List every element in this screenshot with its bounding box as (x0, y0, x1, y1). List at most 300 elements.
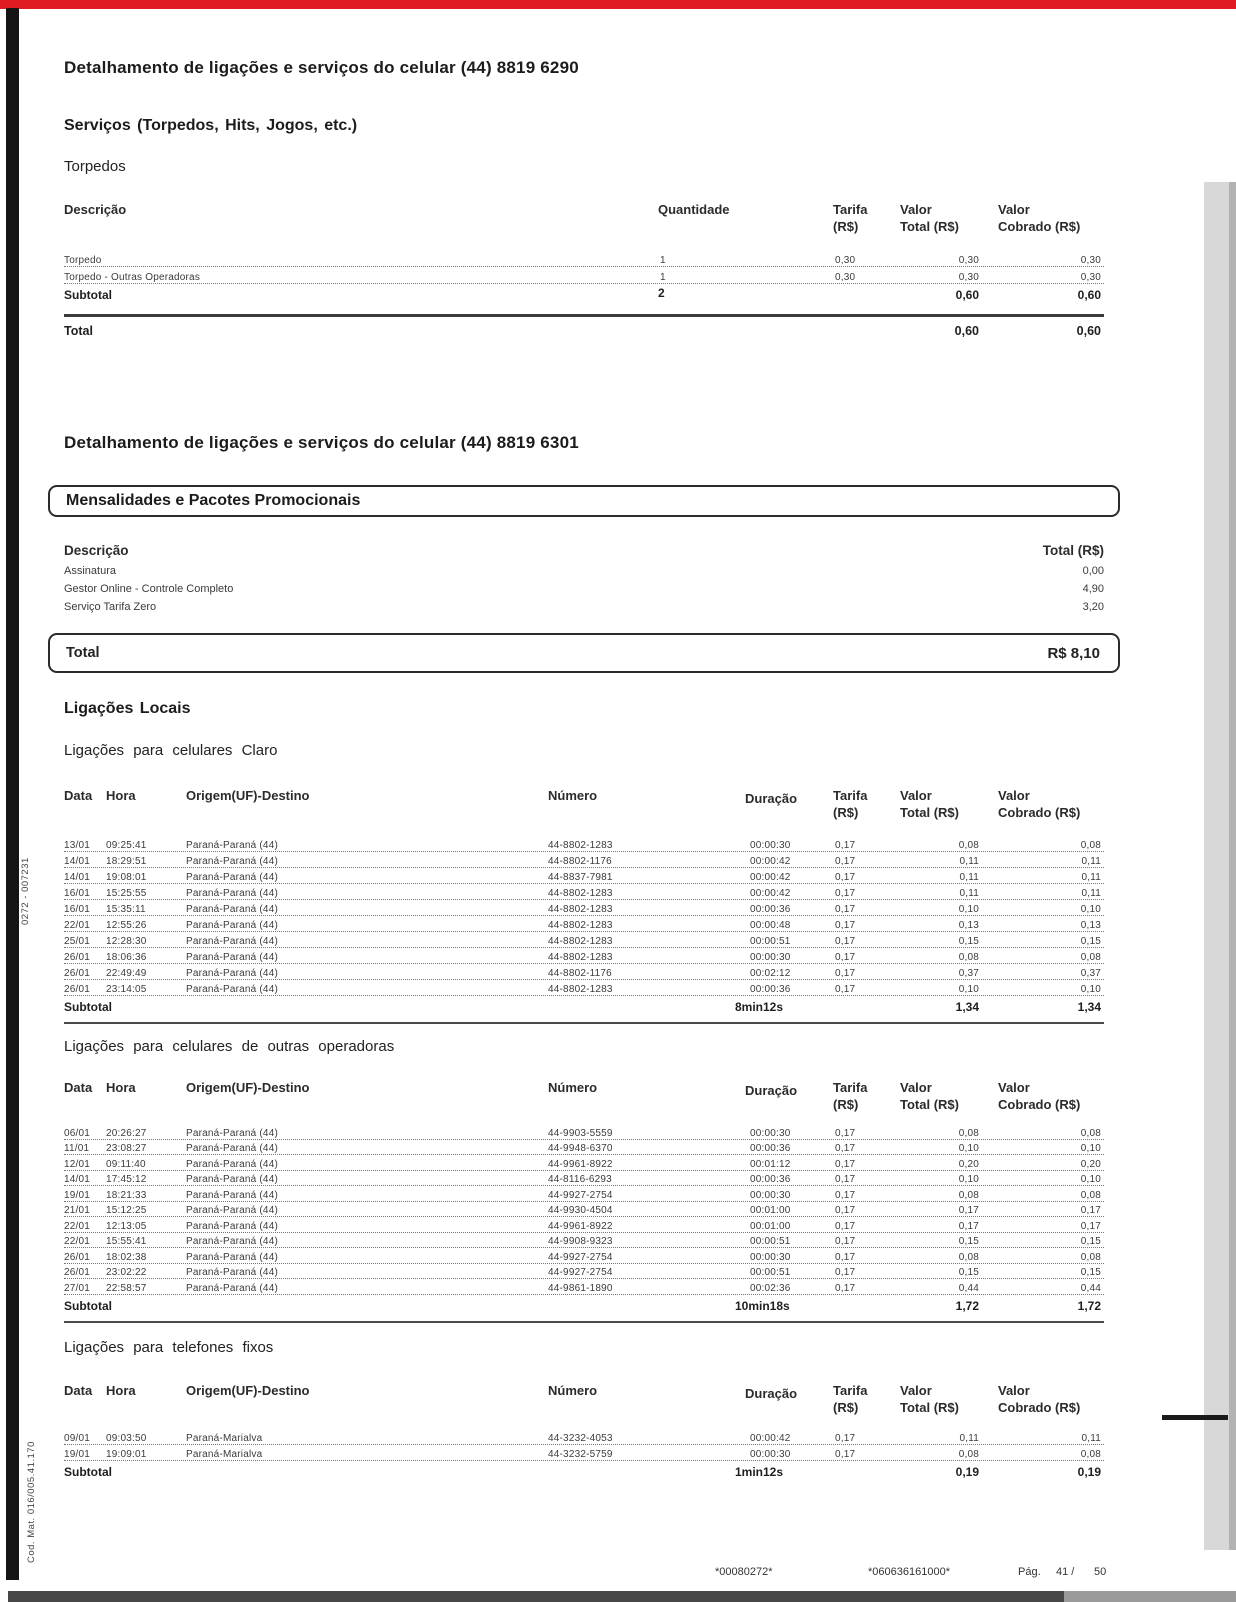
cell-valor-cobrado: 0,10 (1080, 1143, 1101, 1154)
torpedos-table-header (64, 202, 1104, 238)
cell-tarifa: 0,17 (835, 1127, 856, 1139)
cell-origem: Paraná-Paraná (44) (186, 968, 278, 979)
subtotal-quantidade: 2 (658, 286, 665, 300)
cell-valor-total: 0,10 (958, 1174, 979, 1185)
table-row (64, 1155, 1104, 1171)
cell-tarifa: 0,17 (835, 1251, 856, 1263)
cell-valor-total: 0,08 (958, 1251, 979, 1263)
table-row (64, 932, 1104, 948)
table-row (64, 1233, 1104, 1249)
cell-hora: 09:25:41 (106, 840, 147, 851)
header-duracao: Duração (745, 1083, 798, 1098)
cell-data: 26/01 (64, 968, 91, 979)
header-valor-total: Valor (900, 788, 932, 803)
cell-duracao: 00:02:36 (750, 1282, 791, 1294)
cell-origem: Paraná-Paraná (44) (186, 920, 278, 931)
torpedos-subheading: Torpedos (64, 158, 126, 175)
cell-duracao: 00:00:48 (750, 920, 791, 931)
cell-numero: 44-8802-1283 (548, 984, 613, 995)
cell-duracao: 00:00:30 (750, 952, 791, 963)
cell-valor-cobrado: 0,08 (1080, 840, 1101, 851)
claro-subheading: Ligações para celulares Claro (64, 742, 278, 759)
header-valor-total: Valor (900, 1080, 932, 1095)
cell-hora: 15:12:25 (106, 1205, 147, 1216)
table-row (64, 836, 1104, 852)
cell-hora: 12:13:05 (106, 1220, 147, 1232)
subtotal-label: Subtotal (64, 288, 112, 302)
cell-duracao: 00:00:36 (750, 1174, 791, 1185)
cell-quantidade: 1 (660, 272, 666, 283)
cell-valor-total: 0,10 (958, 1143, 979, 1154)
cell-origem: Paraná-Marialva (186, 1448, 263, 1460)
cell-hora: 18:06:36 (106, 952, 147, 963)
cell-origem: Paraná-Paraná (44) (186, 904, 278, 915)
cell-numero: 44-8116-6293 (548, 1174, 612, 1185)
subtotal-label: Subtotal (64, 1464, 112, 1479)
table-row (64, 1171, 1104, 1187)
side-code-top: 0272 - 007231 (20, 857, 31, 925)
cell-tarifa: 0,17 (835, 888, 856, 899)
cell-duracao: 00:00:51 (750, 936, 791, 947)
subtotal-label: Subtotal (64, 1000, 112, 1014)
cell-descricao: Torpedo - Outras Operadoras (64, 272, 201, 283)
cell-hora: 17:45:12 (106, 1174, 147, 1185)
cell-origem: Paraná-Paraná (44) (186, 952, 278, 963)
mensalidades-box (48, 485, 1120, 517)
cell-origem: Paraná-Paraná (44) (186, 936, 278, 947)
table-row (64, 1445, 1104, 1461)
cell-duracao: 00:00:42 (750, 888, 791, 899)
table-row (64, 868, 1104, 884)
header-valor-total-unit: Total (R$) (900, 219, 959, 234)
subtotal-valor-total: 1,34 (955, 1000, 979, 1014)
page-title-6290: Detalhamento de ligações e serviços do celular (44) 8819 6290 (64, 58, 579, 77)
cell-hora: 12:28:30 (106, 936, 147, 947)
header-hora: Hora (106, 1382, 136, 1398)
cell-origem: Paraná-Paraná (44) (186, 1189, 278, 1201)
cell-valor-cobrado: 0,08 (1080, 1448, 1101, 1460)
call-table-header (64, 1080, 1104, 1116)
cell-duracao: 00:00:30 (750, 1251, 791, 1263)
cell-valor-total: 0,44 (958, 1282, 979, 1294)
cell-duracao: 00:00:36 (750, 984, 791, 995)
cell-tarifa: 0,17 (835, 1220, 856, 1232)
cell-numero: 44-9961-8922 (548, 1220, 613, 1232)
table-row (64, 250, 1104, 267)
claro-table-rows (64, 836, 1104, 996)
fixos-table (64, 1383, 1104, 1485)
header-quantidade: Quantidade (658, 202, 730, 217)
table-row (64, 1202, 1104, 1218)
side-code-bottom: Cod. Mat. 016/005.41.170 (26, 1441, 37, 1563)
cell-origem: Paraná-Paraná (44) (186, 1158, 278, 1170)
cell-hora: 15:35:11 (106, 904, 146, 915)
header-valor-cobrado-unit: Cobrado (R$) (998, 805, 1081, 820)
fixos-table-rows (64, 1429, 1104, 1461)
cell-hora: 12:55:26 (106, 920, 147, 931)
cell-numero: 44-8837-7981 (548, 872, 613, 883)
header-tarifa-unit: (R$) (833, 1097, 859, 1112)
cell-data: 26/01 (64, 984, 91, 995)
cell-hora: 19:08:01 (106, 872, 147, 883)
table-row (64, 563, 1104, 581)
cell-valor-cobrado: 0,08 (1080, 1251, 1101, 1263)
cell-origem: Paraná-Paraná (44) (186, 856, 278, 867)
cell-total: 0,00 (1082, 565, 1104, 577)
header-duracao: Duração (745, 1385, 798, 1401)
cell-numero: 44-9930-4504 (548, 1205, 613, 1216)
cell-duracao: 00:00:42 (750, 1432, 791, 1444)
header-data: Data (64, 788, 93, 803)
cell-valor-cobrado: 0,17 (1080, 1205, 1101, 1216)
cell-duracao: 00:00:36 (750, 904, 791, 915)
subtotal-duracao: 8min12s (735, 1000, 784, 1014)
cell-quantidade: 1 (660, 255, 666, 266)
table-row (64, 1124, 1104, 1140)
cell-duracao: 00:01:00 (750, 1205, 791, 1216)
subtotal-valor-cobrado: 1,72 (1077, 1298, 1101, 1313)
cell-tarifa: 0,17 (835, 984, 856, 995)
cell-valor-cobrado: 0,11 (1081, 872, 1101, 883)
table-row (64, 1217, 1104, 1233)
subtotal-duracao: 1min12s (735, 1464, 784, 1479)
header-origem: Origem(UF)-Destino (186, 788, 310, 803)
header-tarifa-unit: (R$) (833, 219, 859, 234)
claro-subtotal-row (64, 996, 1104, 1020)
cell-origem: Paraná-Paraná (44) (186, 1174, 278, 1185)
cell-tarifa: 0,17 (835, 968, 856, 979)
cell-valor-cobrado: 0,15 (1080, 1236, 1101, 1247)
page-title-6301: Detalhamento de ligações e serviços do celular (44) 8819 6301 (64, 433, 579, 452)
ligacoes-locais-heading: Ligações Locais (64, 700, 191, 717)
cell-valor-total: 0,10 (958, 984, 979, 995)
header-tarifa-unit: (R$) (833, 1399, 859, 1415)
cell-hora: 18:21:33 (106, 1189, 147, 1201)
cell-duracao: 00:00:30 (750, 840, 791, 851)
footer-page-number: 41 / (1056, 1566, 1075, 1578)
total-label: Total (64, 324, 93, 338)
cell-origem: Paraná-Paraná (44) (186, 1236, 278, 1247)
header-tarifa-unit: (R$) (833, 805, 859, 820)
cell-duracao: 00:00:42 (750, 872, 791, 883)
table-row (64, 1264, 1104, 1280)
cell-origem: Paraná-Paraná (44) (186, 888, 278, 899)
cell-numero: 44-8802-1283 (548, 936, 613, 947)
header-data: Data (64, 1080, 93, 1095)
outras-subheading: Ligações para celulares de outras operadoras (64, 1038, 395, 1055)
cell-hora: 20:26:27 (106, 1127, 147, 1139)
header-hora: Hora (106, 1080, 136, 1095)
cell-tarifa: 0,17 (835, 856, 856, 867)
cell-origem: Paraná-Paraná (44) (186, 1267, 278, 1278)
header-valor-cobrado: Valor (998, 1080, 1030, 1095)
cell-tarifa: 0,17 (835, 1448, 856, 1460)
cell-valor-total: 0,08 (958, 1127, 979, 1139)
cell-numero: 44-3232-5759 (548, 1448, 613, 1460)
cell-hora: 23:08:27 (106, 1143, 147, 1154)
cell-duracao: 00:00:30 (750, 1448, 791, 1460)
cell-duracao: 00:02:12 (750, 968, 791, 979)
cell-data: 09/01 (64, 1432, 91, 1444)
table-row (64, 599, 1104, 617)
cell-data: 26/01 (64, 1267, 91, 1278)
cell-valor-cobrado: 0,44 (1080, 1282, 1101, 1294)
cell-tarifa: 0,17 (835, 1158, 856, 1170)
cell-valor-cobrado: 0,10 (1080, 904, 1101, 915)
cell-hora: 23:14:05 (106, 984, 147, 995)
cell-valor-total: 0,13 (958, 920, 979, 931)
cell-numero: 44-9927-2754 (548, 1251, 613, 1263)
cell-origem: Paraná-Paraná (44) (186, 1282, 278, 1294)
header-tarifa: Tarifa (833, 1080, 868, 1095)
cell-valor-cobrado: 0,30 (1080, 255, 1101, 266)
cell-data: 14/01 (64, 1174, 91, 1185)
cell-tarifa: 0,17 (835, 952, 856, 963)
call-table-header (64, 1383, 1104, 1419)
cell-data: 22/01 (64, 1236, 91, 1247)
cell-hora: 18:02:38 (106, 1251, 147, 1263)
cell-data: 14/01 (64, 856, 91, 867)
services-heading: Serviços (Torpedos, Hits, Jogos, etc.) (64, 117, 358, 134)
header-duracao: Duração (745, 791, 798, 806)
cell-total: 4,90 (1082, 583, 1104, 595)
cell-descricao: Torpedo (64, 255, 102, 266)
total-box-label: Total (66, 645, 100, 661)
cell-data: 13/01 (64, 840, 91, 851)
cell-valor-total: 0,20 (958, 1158, 979, 1170)
cell-duracao: 00:00:51 (750, 1267, 791, 1278)
header-valor-cobrado-unit: Cobrado (R$) (998, 219, 1081, 234)
mensalidades-table-header (64, 543, 1104, 559)
cell-data: 26/01 (64, 1251, 91, 1263)
table-row (64, 267, 1104, 284)
cell-valor-total: 0,15 (958, 1236, 979, 1247)
mensalidades-total-box (48, 633, 1120, 673)
cell-tarifa: 0,17 (835, 1174, 856, 1185)
cell-data: 22/01 (64, 1220, 91, 1232)
claro-divider (64, 1022, 1104, 1024)
cell-descricao: Serviço Tarifa Zero (64, 601, 157, 613)
subtotal-duracao: 10min18s (735, 1298, 790, 1313)
cell-tarifa: 0,30 (835, 272, 856, 283)
torpedos-table-rows (64, 250, 1104, 284)
subtotal-valor-cobrado: 1,34 (1077, 1000, 1101, 1014)
bill-content (64, 0, 1104, 1485)
table-row (64, 1248, 1104, 1264)
cell-duracao: 00:01:12 (750, 1158, 791, 1170)
cell-valor-cobrado: 0,13 (1080, 920, 1101, 931)
header-tarifa: Tarifa (833, 1382, 868, 1398)
cell-valor-total: 0,15 (958, 1267, 979, 1278)
cell-numero: 44-9861-1890 (548, 1282, 613, 1294)
subtotal-valor-cobrado: 0,19 (1077, 1464, 1101, 1479)
right-black-mark (1162, 1415, 1228, 1420)
cell-hora: 15:25:55 (106, 888, 147, 899)
cell-tarifa: 0,30 (835, 255, 856, 266)
subtotal-valor-total: 1,72 (955, 1298, 979, 1313)
claro-table (64, 788, 1104, 1024)
cell-origem: Paraná-Paraná (44) (186, 872, 278, 883)
cell-tarifa: 0,17 (835, 1236, 856, 1247)
cell-origem: Paraná-Paraná (44) (186, 1205, 278, 1216)
cell-origem: Paraná-Paraná (44) (186, 840, 278, 851)
fixos-subheading: Ligações para telefones fixos (64, 1338, 274, 1356)
cell-data: 22/01 (64, 920, 91, 931)
cell-numero: 44-8802-1283 (548, 904, 613, 915)
cell-valor-total: 0,11 (959, 1432, 979, 1444)
total-box-value: R$ 8,10 (1047, 644, 1100, 662)
cell-valor-cobrado: 0,10 (1080, 1174, 1101, 1185)
cell-data: 06/01 (64, 1127, 91, 1139)
fixos-subtotal-row (64, 1461, 1104, 1485)
cell-duracao: 00:00:30 (750, 1127, 791, 1139)
table-row (64, 581, 1104, 599)
cell-hora: 22:49:49 (106, 968, 147, 979)
cell-data: 19/01 (64, 1448, 91, 1460)
table-row (64, 1279, 1104, 1295)
table-row (64, 916, 1104, 932)
cell-numero: 44-8802-1283 (548, 920, 613, 931)
cell-valor-total: 0,37 (958, 968, 979, 979)
table-row (64, 1429, 1104, 1445)
cell-origem: Paraná-Paraná (44) (186, 1143, 278, 1154)
header-valor-total-unit: Total (R$) (900, 1399, 959, 1415)
cell-valor-cobrado: 0,08 (1080, 1127, 1101, 1139)
cell-valor-cobrado: 0,15 (1080, 936, 1101, 947)
cell-origem: Paraná-Paraná (44) (186, 1251, 278, 1263)
cell-data: 16/01 (64, 904, 91, 915)
cell-tarifa: 0,17 (835, 1432, 856, 1444)
cell-numero: 44-8802-1283 (548, 840, 613, 851)
subtotal-valor-cobrado: 0,60 (1077, 288, 1101, 302)
cell-numero: 44-8802-1176 (548, 856, 612, 867)
header-descricao: Descrição (64, 543, 129, 558)
cell-data: 11/01 (64, 1143, 90, 1154)
cell-duracao: 00:00:36 (750, 1143, 791, 1154)
header-valor-total-unit: Total (R$) (900, 805, 959, 820)
table-row (64, 1186, 1104, 1202)
table-row (64, 948, 1104, 964)
cell-valor-total: 0,11 (959, 856, 979, 867)
header-numero: Número (548, 1080, 598, 1095)
header-valor-total: Valor (900, 202, 932, 217)
outras-table (64, 1080, 1104, 1323)
cell-valor-cobrado: 0,08 (1080, 952, 1101, 963)
cell-tarifa: 0,17 (835, 920, 856, 931)
cell-valor-cobrado: 0,08 (1080, 1189, 1101, 1201)
subtotal-valor-total: 0,19 (955, 1464, 979, 1479)
cell-data: 27/01 (64, 1282, 91, 1294)
cell-valor-total: 0,08 (958, 1448, 979, 1460)
cell-tarifa: 0,17 (835, 1205, 856, 1216)
cell-numero: 44-9908-9323 (548, 1236, 613, 1247)
subtotal-label: Subtotal (64, 1298, 112, 1313)
torpedos-subtotal-row (64, 284, 1104, 308)
table-row (64, 852, 1104, 868)
cell-valor-total: 0,10 (958, 904, 979, 915)
cell-numero: 44-9927-2754 (548, 1267, 613, 1278)
mensalidades-table (64, 543, 1104, 673)
cell-valor-total: 0,08 (958, 952, 979, 963)
cell-data: 19/01 (64, 1189, 91, 1201)
header-origem: Origem(UF)-Destino (186, 1080, 310, 1095)
cell-origem: Paraná-Paraná (44) (186, 984, 278, 995)
header-valor-total: Valor (900, 1382, 932, 1398)
footer-page-label: Pág. (1018, 1566, 1041, 1578)
cell-numero: 44-8802-1283 (548, 888, 613, 899)
cell-hora: 09:11:40 (106, 1158, 146, 1170)
table-row (64, 1140, 1104, 1156)
cell-valor-cobrado: 0,17 (1080, 1220, 1101, 1232)
header-tarifa: Tarifa (833, 788, 868, 803)
cell-valor-total: 0,17 (958, 1205, 979, 1216)
cell-hora: 22:58:57 (106, 1282, 147, 1294)
cell-valor-cobrado: 0,11 (1081, 888, 1101, 899)
cell-total: 3,20 (1082, 601, 1104, 613)
cell-tarifa: 0,17 (835, 1282, 856, 1294)
cell-origem: Paraná-Marialva (186, 1432, 263, 1444)
cell-valor-total: 0,30 (958, 272, 979, 283)
cell-valor-cobrado: 0,15 (1080, 1267, 1101, 1278)
cell-tarifa: 0,17 (835, 1143, 856, 1154)
header-valor-cobrado: Valor (998, 788, 1030, 803)
header-numero: Número (548, 1382, 598, 1398)
footer-page-total: 50 (1094, 1566, 1107, 1578)
torpedos-total-row (64, 321, 1104, 341)
cell-valor-total: 0,15 (958, 936, 979, 947)
cell-numero: 44-3232-4053 (548, 1432, 613, 1444)
cell-origem: Paraná-Paraná (44) (186, 1127, 278, 1139)
footer-code-2: *060636161000* (868, 1566, 950, 1578)
outras-divider (64, 1321, 1104, 1323)
cell-tarifa: 0,17 (835, 904, 856, 915)
cell-hora: 19:09:01 (106, 1448, 147, 1460)
cell-hora: 15:55:41 (106, 1236, 147, 1247)
left-black-bar (6, 8, 19, 1580)
cell-descricao: Assinatura (64, 565, 116, 577)
cell-numero: 44-9948-6370 (548, 1143, 613, 1154)
cell-data: 26/01 (64, 952, 91, 963)
cell-hora: 09:03:50 (106, 1432, 147, 1444)
cell-tarifa: 0,17 (835, 1189, 856, 1201)
mensalidades-table-rows (64, 563, 1104, 617)
cell-valor-total: 0,17 (958, 1220, 979, 1232)
header-data: Data (64, 1382, 93, 1398)
header-tarifa: Tarifa (833, 202, 868, 217)
cell-valor-total: 0,08 (958, 840, 979, 851)
cell-valor-total: 0,11 (959, 872, 979, 883)
cell-valor-total: 0,11 (959, 888, 979, 899)
cell-numero: 44-8802-1176 (548, 968, 612, 979)
cell-hora: 18:29:51 (106, 856, 147, 867)
cell-numero: 44-8802-1283 (548, 952, 613, 963)
bottom-scan-bar (8, 1591, 1236, 1602)
cell-numero: 44-9903-5559 (548, 1127, 613, 1139)
cell-numero: 44-9927-2754 (548, 1189, 613, 1201)
header-hora: Hora (106, 788, 136, 803)
cell-descricao: Gestor Online - Controle Completo (64, 583, 234, 595)
cell-data: 12/01 (64, 1158, 91, 1170)
cell-tarifa: 0,17 (835, 872, 856, 883)
cell-numero: 44-9961-8922 (548, 1158, 613, 1170)
header-valor-cobrado: Valor (998, 202, 1030, 217)
cell-valor-total: 0,08 (958, 1189, 979, 1201)
header-valor-cobrado-unit: Cobrado (R$) (998, 1097, 1081, 1112)
cell-valor-cobrado: 0,37 (1080, 968, 1101, 979)
cell-valor-cobrado: 0,11 (1081, 1432, 1101, 1444)
table-row (64, 964, 1104, 980)
header-origem: Origem(UF)-Destino (186, 1382, 310, 1398)
